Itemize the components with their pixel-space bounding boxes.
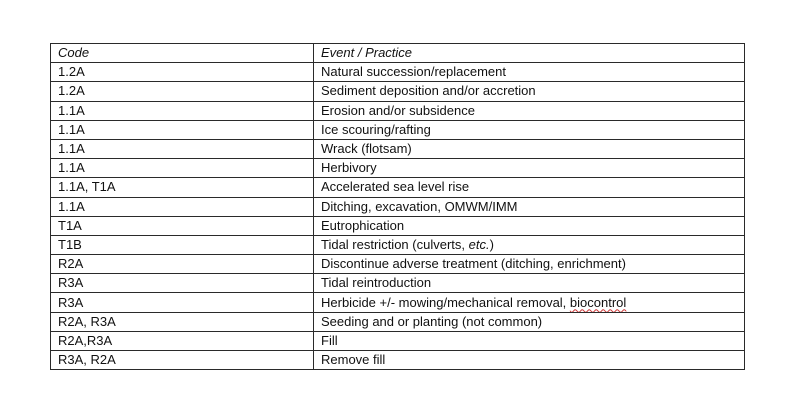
event-text-italic: etc. bbox=[468, 236, 490, 252]
table-row bbox=[51, 101, 745, 120]
event-cell: Remove fill bbox=[314, 351, 745, 370]
table-row bbox=[51, 120, 745, 139]
code-cell: 1.1A bbox=[51, 159, 314, 178]
event-cell: Fill bbox=[314, 331, 745, 350]
event-cell: Erosion and/or subsidence bbox=[314, 101, 745, 120]
event-text: Tidal restriction (culverts, bbox=[321, 236, 469, 252]
table-row bbox=[51, 82, 745, 101]
code-cell: 1.1A bbox=[51, 197, 314, 216]
table-row bbox=[51, 63, 745, 82]
table-row bbox=[51, 178, 745, 197]
event-cell: Ice scouring/rafting bbox=[314, 120, 745, 139]
event-cell bbox=[314, 293, 745, 312]
code-cell: 1.1A bbox=[51, 101, 314, 120]
code-cell: R3A bbox=[51, 293, 314, 312]
table-row bbox=[51, 293, 745, 312]
event-text: ) bbox=[489, 236, 494, 252]
code-cell: 1.1A, T1A bbox=[51, 178, 314, 197]
event-practice-table bbox=[50, 43, 745, 370]
event-text: Herbicide +/- mowing/mechanical removal, bbox=[321, 294, 570, 310]
table-row bbox=[51, 139, 745, 158]
code-cell: R3A bbox=[51, 274, 314, 293]
code-cell: R2A bbox=[51, 255, 314, 274]
code-cell: 1.2A bbox=[51, 63, 314, 82]
table-row bbox=[51, 331, 745, 350]
table-row bbox=[51, 216, 745, 235]
event-cell bbox=[314, 235, 745, 254]
event-cell: Natural succession/replacement bbox=[314, 63, 745, 82]
event-cell: Seeding and or planting (not common) bbox=[314, 312, 745, 331]
header-event-practice: Event / Practice bbox=[314, 44, 745, 63]
table-row bbox=[51, 274, 745, 293]
code-cell: T1A bbox=[51, 216, 314, 235]
code-cell: 1.2A bbox=[51, 82, 314, 101]
event-cell: Accelerated sea level rise bbox=[314, 178, 745, 197]
table-row bbox=[51, 159, 745, 178]
table-row bbox=[51, 351, 745, 370]
header-code: Code bbox=[51, 44, 314, 63]
spellcheck-underlined-word: biocontrol bbox=[569, 294, 627, 310]
table-row bbox=[51, 255, 745, 274]
event-cell: Ditching, excavation, OMWM/IMM bbox=[314, 197, 745, 216]
event-cell: Herbivory bbox=[314, 159, 745, 178]
event-cell: Tidal reintroduction bbox=[314, 274, 745, 293]
code-cell: T1B bbox=[51, 235, 314, 254]
event-cell: Wrack (flotsam) bbox=[314, 139, 745, 158]
table-row bbox=[51, 312, 745, 331]
event-cell: Eutrophication bbox=[314, 216, 745, 235]
event-cell: Discontinue adverse treatment (ditching, enrichment) bbox=[314, 255, 745, 274]
practice-table-container bbox=[50, 43, 744, 370]
table-row bbox=[51, 197, 745, 216]
code-cell: R3A, R2A bbox=[51, 351, 314, 370]
code-cell: R2A,R3A bbox=[51, 331, 314, 350]
event-cell: Sediment deposition and/or accretion bbox=[314, 82, 745, 101]
code-cell: R2A, R3A bbox=[51, 312, 314, 331]
code-cell: 1.1A bbox=[51, 120, 314, 139]
table-header-row bbox=[51, 44, 745, 63]
code-cell: 1.1A bbox=[51, 139, 314, 158]
table-row bbox=[51, 235, 745, 254]
